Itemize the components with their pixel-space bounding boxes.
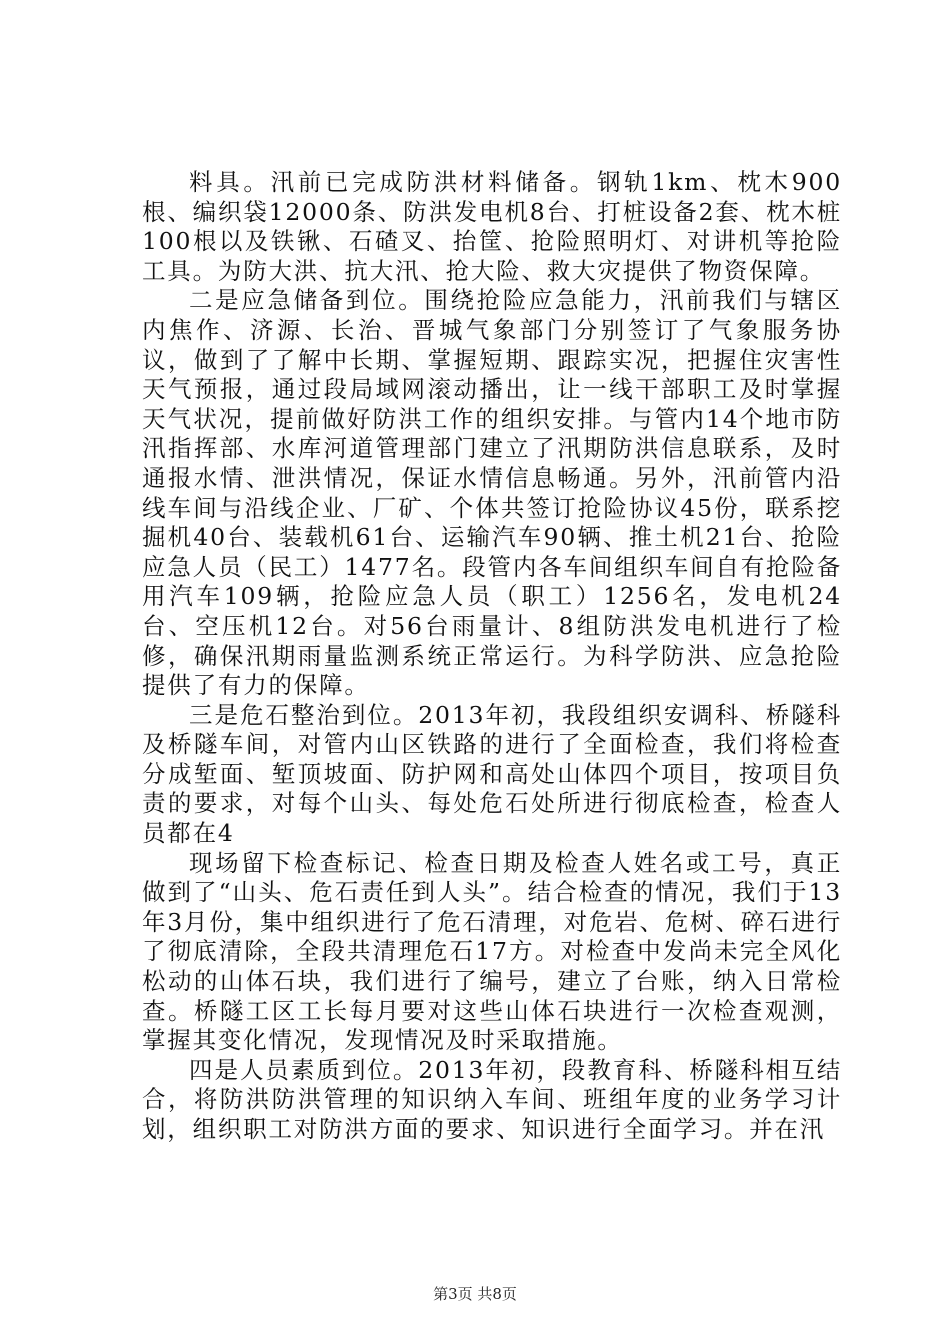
body-text (142, 168, 842, 1145)
paragraph-staff-training: 四是人员素质到位。2013年初，段教育科、桥隧科相互结合，将防洪防洪管理的知识纳入车间、班组年度的业务学习计划，组织职工对防洪方面的要求、知识进行全面学习。并在汛 (142, 1055, 842, 1143)
paragraph-site-inspection: 现场留下检查标记、检查日期及检查人姓名或工号，真正做到了“山头、危石责任到人头”。结合检查的情况，我们于13年3月份，集中组织进行了危石清理，对危岩、危树、碎石进行了彻底清除，全段共清理危石17方。对检查中发尚未完全风化松动的山体石块，我们进行了编号，建立了台账，纳入日常检查。桥隧工区工长每月要对这些山体石块进行一次检查观测，掌握其变化情况，发现情况及时采取措施。 (142, 848, 842, 1055)
page-footer: 第3页 共8页 (433, 1285, 517, 1303)
paragraph-emergency-reserve: 二是应急储备到位。围绕抢险应急能力，汛前我们与辖区内焦作、济源、长治、晋城气象部门分别签订了气象服务协议，做到了了解中长期、掌握短期、跟踪实况，把握住灾害性天气预报，通过段局域网滚动播出，让一线干部职工及时掌握天气状况，提前做好防洪工作的组织安排。与管内14个地市防汛指挥部、水库河道管理部门建立了汛期防洪信息联系，及时通报水情、泄洪情况，保证水情信息畅通。另外，汛前管内沿线车间与沿线企业、厂矿、个体共签订抢险协议45份，联系挖掘机40台、装载机61台、运输汽车90辆、推土机21台、抢险应急人员（民工）1477名。段管内各车间组织车间自有抢险备用汽车109辆，抢险应急人员（职工）1256名，发电机24台、空压机12台。对56台雨量计、8组防洪发电机进行了检修，确保汛期雨量监测系统正常运行。为科学防洪、应急抢险提供了有力的保障。 (142, 286, 842, 700)
paragraph-materials: 料具。汛前已完成防洪材料储备。钢轨1km、枕木900根、编织袋12000条、防洪发电机8台、打桩设备2套、枕木桩100根以及铁锹、石碴叉、抬筐、抢险照明灯、对讲机等抢险工具。为防大洪、抗大汛、抢大险、救大灾提供了物资保障。 (142, 168, 842, 285)
paragraph-rock-remediation: 三是危石整治到位。2013年初，我段组织安调科、桥隧科及桥隧车间，对管内山区铁路的进行了全面检查，我们将检查分成堑面、堑顶坡面、防护网和高处山体四个项目，按项目负责的要求，对每个山头、每处危石处所进行彻底检查，检查人员都在4 (142, 700, 842, 848)
